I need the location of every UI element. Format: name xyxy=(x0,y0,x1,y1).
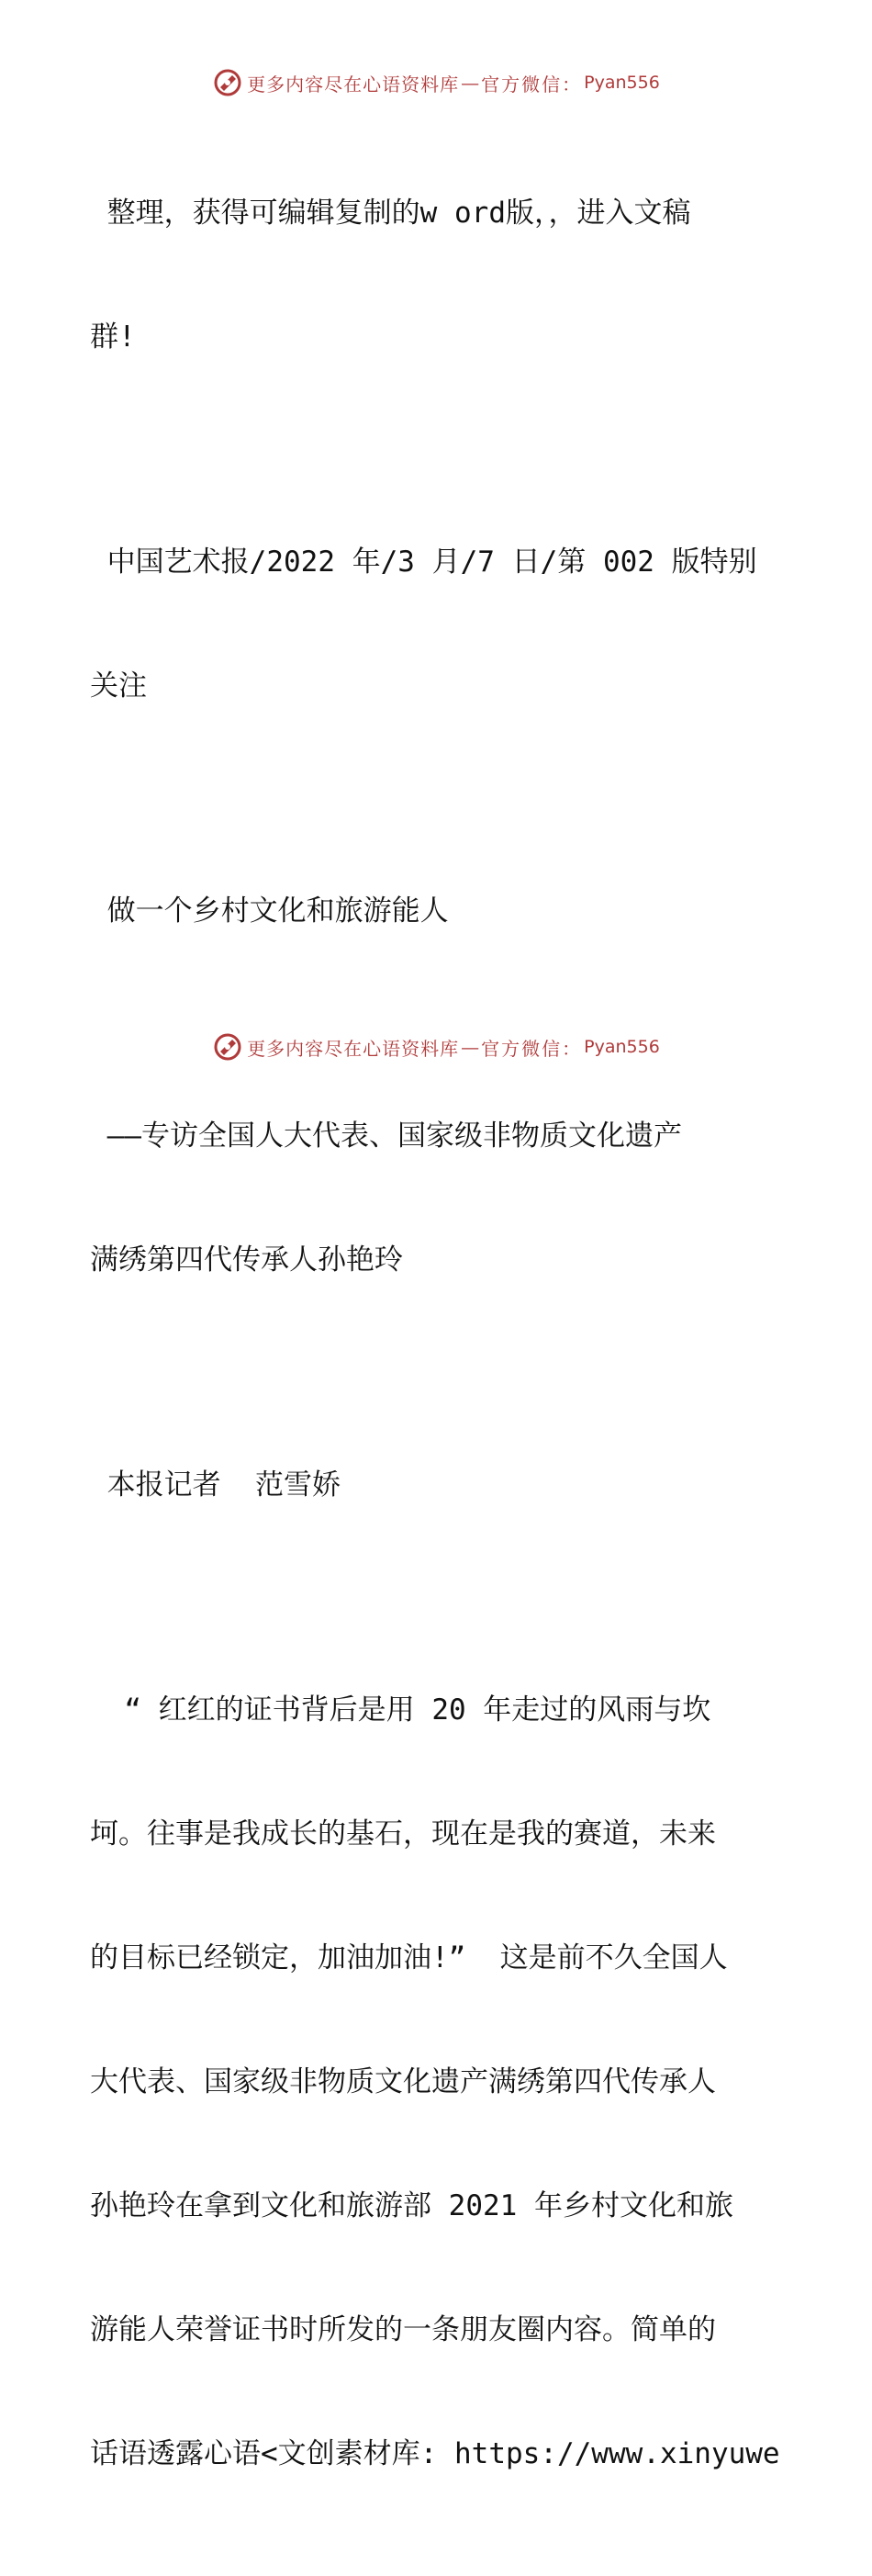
footer-banner xyxy=(0,1029,872,1065)
banner-wechat-label: 官方微信： xyxy=(481,1037,583,1060)
banner-wechat-id: Pyan556 xyxy=(584,73,660,93)
banner-brand-text: 更多内容尽在心语资料库 xyxy=(247,1037,460,1060)
banner-dash: — xyxy=(461,72,480,94)
header-banner xyxy=(0,64,872,101)
text-line: “ 红红的证书背后是用 20 年走过的风雨与坎 xyxy=(90,1693,711,1727)
article-subtitle xyxy=(90,1033,788,1364)
banner-wechat-label: 官方微信： xyxy=(481,73,583,96)
text-line: 游能人荣誉证书时所发的一条朋友圈内容。简单的 xyxy=(90,2313,716,2346)
text-line: 大代表、国家级非物质文化遗产满绣第四代传承人 xyxy=(90,2065,716,2098)
text-line: 话语透露心语<文创素材库: https://www.xinyuwe xyxy=(90,2437,780,2470)
text-line: 满绣第四代传承人孙艳玲 xyxy=(90,1243,403,1277)
text-line: ——专访全国人大代表、国家级非物质文化遗产 xyxy=(90,1119,682,1153)
article-byline xyxy=(90,1382,788,1589)
banner-dash: — xyxy=(461,1036,480,1058)
brand-logo-icon xyxy=(212,1031,243,1063)
text-line: 孙艳玲在拿到文化和旅游部 2021 年乡村文化和旅 xyxy=(90,2189,733,2222)
article-title xyxy=(90,808,788,1015)
text-line: 群! xyxy=(90,321,136,354)
source-paragraph xyxy=(90,459,788,790)
text-line: 本报记者 范雪娇 xyxy=(90,1468,341,1502)
text-line: 关注 xyxy=(90,669,147,703)
intro-paragraph xyxy=(90,110,788,441)
text-line: 坷。往事是我成长的基石，现在是我的赛道，未来 xyxy=(90,1817,716,1850)
brand-logo-icon xyxy=(212,67,243,98)
document-body xyxy=(90,110,788,2576)
banner-wechat-id: Pyan556 xyxy=(584,1037,660,1057)
body-paragraph xyxy=(90,1607,788,2558)
text-line: 中国艺术报/2022 年/3 月/7 日/第 002 版特别 xyxy=(90,546,757,579)
text-line: 做一个乡村文化和旅游能人 xyxy=(90,894,449,928)
text-line: 的目标已经锁定，加油加油!” 这是前不久全国人 xyxy=(90,1941,728,1974)
text-line: 整理，获得可编辑复制的w ord版，，进入文稿 xyxy=(90,197,691,230)
banner-brand-text: 更多内容尽在心语资料库 xyxy=(247,73,460,96)
